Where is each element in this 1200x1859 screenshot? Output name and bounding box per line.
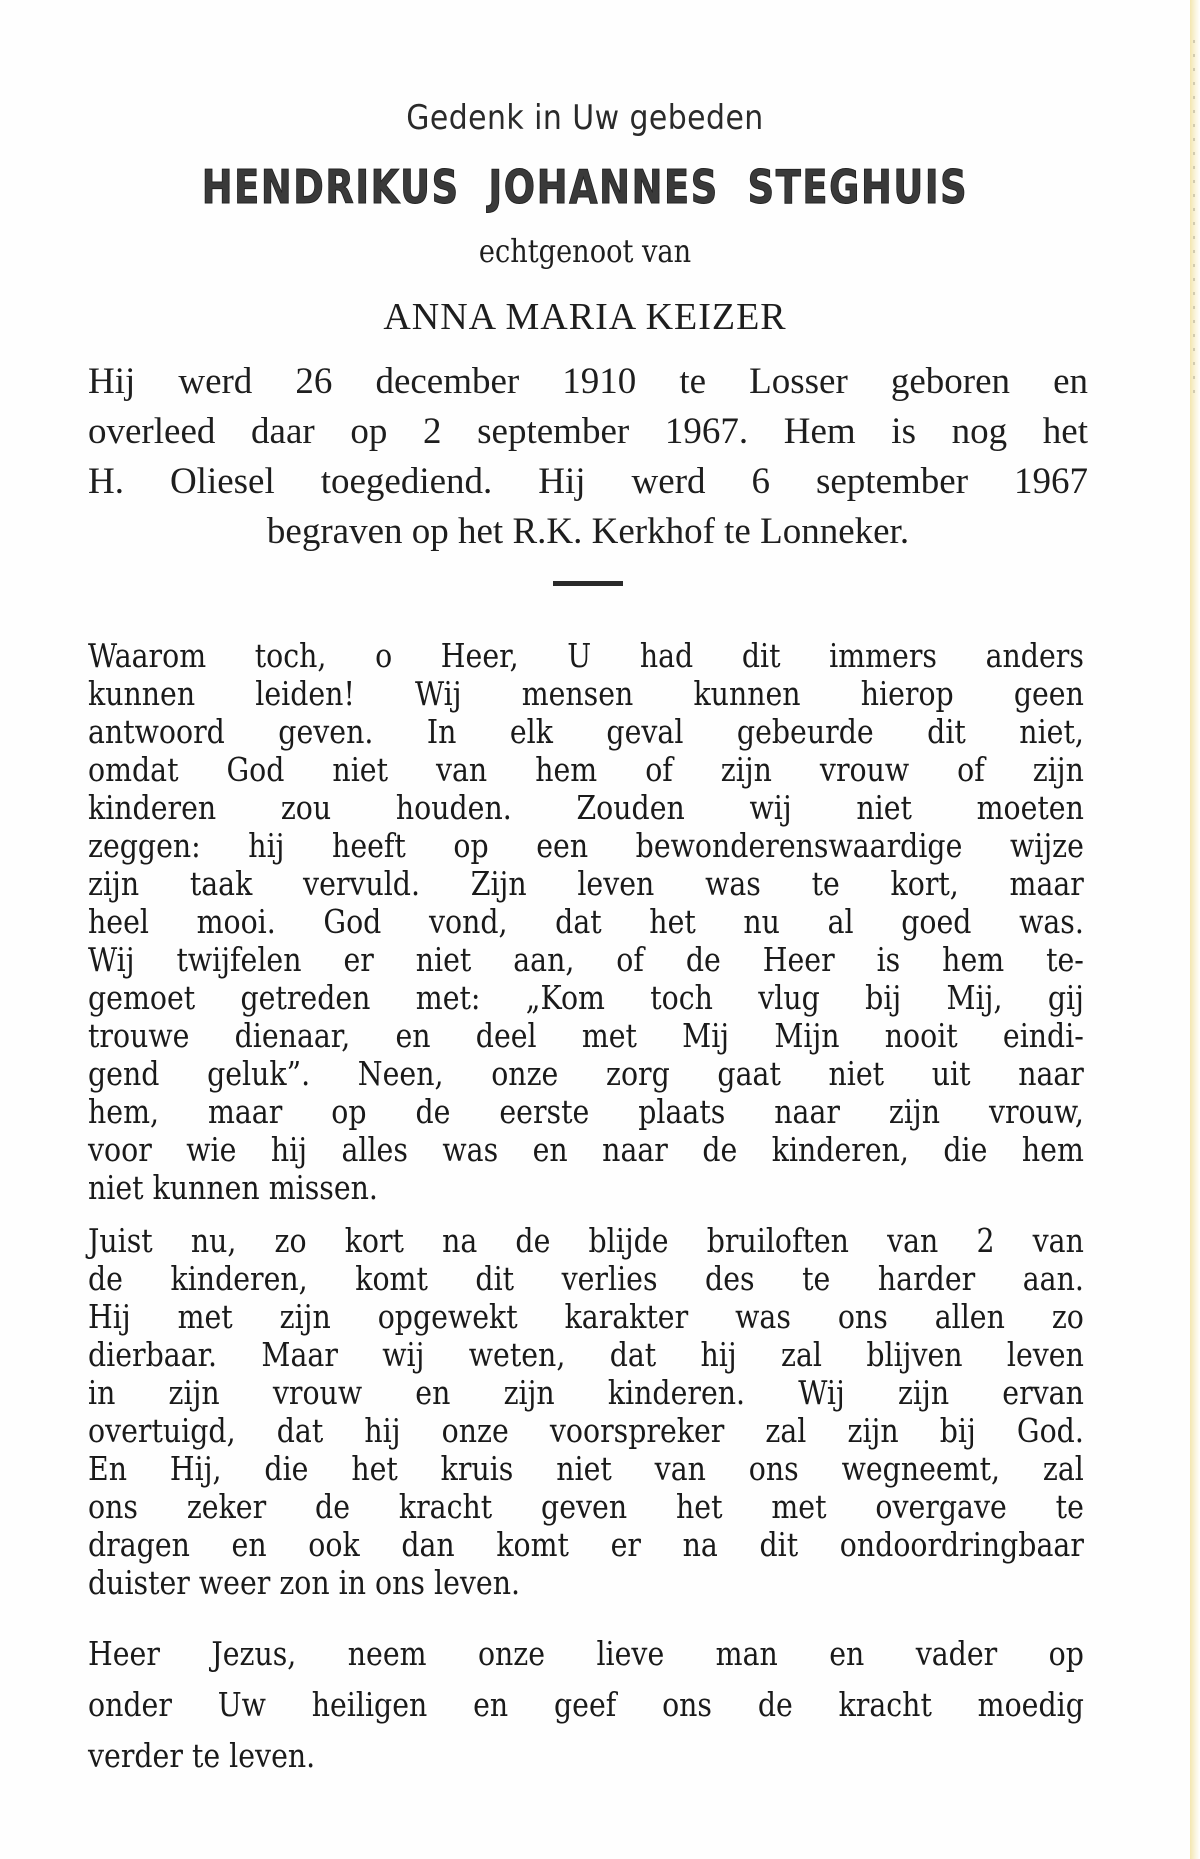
text-line: Hij met zijn opgewekt karakter was ons allen zo: [88, 1297, 1084, 1336]
text-line: trouwe dienaar, en deel met Mij Mijn nooit eindi-: [88, 1016, 1084, 1055]
text-line: gemoet getreden met: „Kom toch vlug bij Mij, gij: [88, 978, 1084, 1017]
text-line: de kinderen, komt dit verlies des te harder aan.: [88, 1259, 1084, 1298]
biography: [88, 357, 1088, 557]
text-line: Wij twijfelen er niet aan, of de Heer is hem te-: [88, 940, 1084, 979]
perforation-marks: [1193, 40, 1195, 400]
spouse-label: echtgenoot van: [478, 232, 692, 270]
text-line: zijn taak vervuld. Zijn leven was te kort, maar: [88, 864, 1084, 903]
text-line: antwoord geven. In elk geval gebeurde dit niet,: [88, 712, 1084, 751]
text-line: zeggen: hij heeft op een bewonderenswaardige wijze: [88, 826, 1084, 865]
text-line: verder te leven.: [88, 1736, 316, 1775]
text-line: dragen en ook dan komt er na dit ondoordringbaar: [88, 1525, 1084, 1564]
text-line: Juist nu, zo kort na de blijde bruiloften van 2 van: [88, 1221, 1084, 1260]
text-line: Waarom toch, o Heer, U had dit immers anders: [88, 636, 1084, 675]
spouse-name: ANNA MARIA KEIZER: [383, 296, 787, 338]
text-line: Heer Jezus, neem onze lieve man en vader op: [88, 1634, 1084, 1673]
text-line: voor wie hij alles was en naar de kinderen, die hem: [88, 1130, 1084, 1169]
text-line: niet kunnen missen.: [88, 1168, 378, 1207]
text-line: heel mooi. God vond, dat het nu al goed was.: [88, 902, 1084, 941]
text-line: kinderen zou houden. Zouden wij niet moeten: [88, 788, 1084, 827]
biography-line: begraven op het R.K. Kerkhof te Lonneker.: [266, 511, 910, 552]
deceased-name: HENDRIKUS JOHANNES STEGHUIS: [201, 160, 969, 214]
text-line: in zijn vrouw en zijn kinderen. Wij zijn ervan: [88, 1373, 1084, 1412]
text-line: kunnen leiden! Wij mensen kunnen hierop geen: [88, 674, 1084, 713]
paragraph-2: [88, 1222, 1084, 1602]
paragraph-3: [88, 1628, 1084, 1781]
text-line: duister weer zon in ons leven.: [88, 1563, 521, 1602]
prayer-heading: Gedenk in Uw gebeden: [406, 98, 764, 138]
text-line: ons zeker de kracht geven het met overgave te: [88, 1487, 1084, 1526]
text-line: gend geluk”. Neen, onze zorg gaat niet uit naar: [88, 1054, 1084, 1093]
text-line: hem, maar op de eerste plaats naar zijn vrouw,: [88, 1092, 1084, 1131]
separator-rule: [553, 581, 623, 586]
text-line: En Hij, die het kruis niet van ons wegneemt, zal: [88, 1449, 1084, 1488]
biography-line: Hij werd 26 december 1910 te Losser geboren en: [88, 361, 1088, 402]
text-line: onder Uw heiligen en geef ons de kracht moedig: [88, 1685, 1084, 1724]
biography-line: H. Oliesel toegediend. Hij werd 6 september 1967: [88, 461, 1088, 502]
paragraph-1: [88, 637, 1084, 1207]
text-line: omdat God niet van hem of zijn vrouw of zijn: [88, 750, 1084, 789]
text-line: dierbaar. Maar wij weten, dat hij zal blijven leven: [88, 1335, 1084, 1374]
card-edge: [1190, 0, 1200, 1859]
text-line: overtuigd, dat hij onze voorspreker zal zijn bij God.: [88, 1411, 1084, 1450]
biography-line: overleed daar op 2 september 1967. Hem is nog het: [88, 411, 1088, 452]
